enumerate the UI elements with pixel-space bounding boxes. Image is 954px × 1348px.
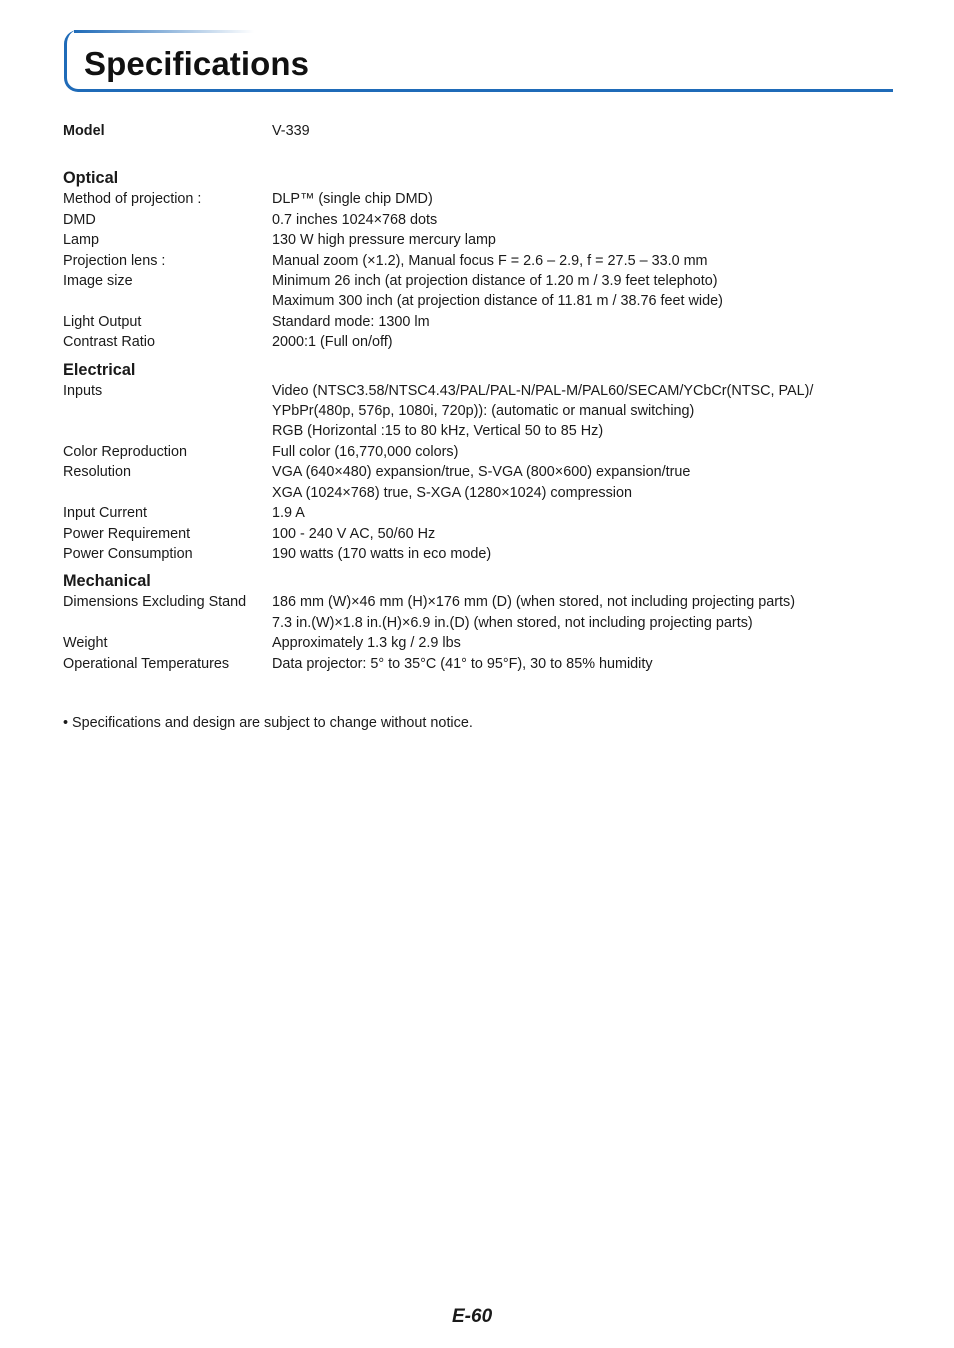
spec-label: Dimensions Excluding Stand (63, 594, 247, 611)
section-heading-electrical: Electrical (63, 360, 136, 379)
spec-value-line: VGA (640×480) expansion/true, S-VGA (800×600) expansion/true (272, 464, 691, 481)
spec-row (63, 442, 893, 462)
spec-label: Weight (63, 635, 108, 652)
model-value: V-339 (272, 123, 310, 139)
spec-value (272, 592, 893, 633)
spec-row (63, 251, 893, 271)
spec-value (272, 462, 893, 503)
spec-row (63, 524, 893, 544)
spec-value-line: Minimum 26 inch (at projection distance of 1.20 m / 3.9 feet telephoto) (272, 273, 718, 290)
spec-row (63, 230, 893, 250)
spec-row (63, 503, 893, 523)
spec-value: 130 W high pressure mercury lamp (272, 232, 496, 249)
spec-value: 1.9 A (272, 505, 305, 522)
spec-label: Power Requirement (63, 525, 191, 542)
spec-row (63, 210, 893, 230)
spec-value-line: YPbPr(480p, 576p, 1080i, 720p)): (automatic or manual switching) (272, 403, 695, 420)
spec-row (63, 312, 893, 332)
spec-value: 2000:1 (Full on/off) (272, 334, 393, 351)
spec-row (63, 544, 893, 564)
disclaimer-note: • Specifications and design are subject to change without notice. (63, 715, 473, 731)
spec-label: Color Reproduction (63, 443, 187, 460)
section-mechanical (63, 570, 893, 674)
spec-label: Image size (63, 273, 133, 290)
spec-value-line: 186 mm (W)×46 mm (H)×176 mm (D) (when stored, not including projecting parts) (272, 594, 796, 611)
section-electrical (63, 359, 893, 565)
spec-label: DMD (63, 211, 96, 228)
spec-value-line: 7.3 in.(W)×1.8 in.(H)×6.9 in.(D) (when stored, not including projecting parts) (272, 614, 753, 631)
spec-content (63, 121, 893, 674)
spec-value (272, 381, 893, 442)
spec-label: Resolution (63, 464, 131, 481)
spec-row (63, 462, 893, 503)
page-title: Specifications (84, 45, 310, 82)
title-accent-line (74, 30, 254, 33)
spec-row (63, 592, 893, 633)
spec-value: Data projector: 5° to 35°C (41° to 95°F), 30 to 85% humidity (272, 655, 653, 672)
spec-value-line: XGA (1024×768) true, S-XGA (1280×1024) compression (272, 484, 632, 501)
spec-row (63, 654, 893, 674)
spec-label: Operational Temperatures (63, 655, 230, 672)
spec-value-line: Video (NTSC3.58/NTSC4.43/PAL/PAL-N/PAL-M/PAL60/SECAM/YCbCr(NTSC, PAL)/ (272, 382, 814, 399)
spec-value (272, 271, 893, 312)
spec-value: Manual zoom (×1.2), Manual focus F = 2.6 – 2.9, f = 27.5 – 33.0 mm (272, 252, 708, 269)
section-optical (63, 167, 893, 352)
spec-label: Contrast Ratio (63, 334, 155, 351)
spec-label: Input Current (63, 505, 147, 522)
spec-value-line: Maximum 300 inch (at projection distance of 11.81 m / 38.76 feet wide) (272, 293, 723, 310)
spec-value: 0.7 inches 1024×768 dots (272, 211, 438, 228)
spec-value: 190 watts (170 watts in eco mode) (272, 545, 492, 562)
spec-label: Light Output (63, 313, 142, 330)
spec-label: Projection lens : (63, 252, 166, 269)
spec-value: Full color (16,770,000 colors) (272, 443, 459, 460)
spec-row (63, 271, 893, 312)
spec-label: Inputs (63, 382, 103, 399)
spec-value: 100 - 240 V AC, 50/60 Hz (272, 525, 436, 542)
page-number: E-60 (452, 1306, 493, 1327)
section-heading-mechanical: Mechanical (63, 572, 151, 591)
model-label: Model (63, 123, 105, 139)
spec-label: Power Consumption (63, 545, 193, 562)
spec-row (63, 381, 893, 442)
spec-value: Standard mode: 1300 lm (272, 313, 430, 330)
spec-row (63, 633, 893, 653)
spec-row (63, 332, 893, 352)
spec-label: Lamp (63, 232, 99, 249)
spec-value: DLP™ (single chip DMD) (272, 191, 433, 208)
section-heading-optical: Optical (63, 169, 119, 188)
model-row (63, 121, 893, 141)
spec-value-line: RGB (Horizontal :15 to 80 kHz, Vertical 50 to 85 Hz) (272, 423, 604, 440)
spec-value: Approximately 1.3 kg / 2.9 lbs (272, 635, 461, 652)
spec-row (63, 189, 893, 209)
spec-label: Method of projection : (63, 191, 202, 208)
